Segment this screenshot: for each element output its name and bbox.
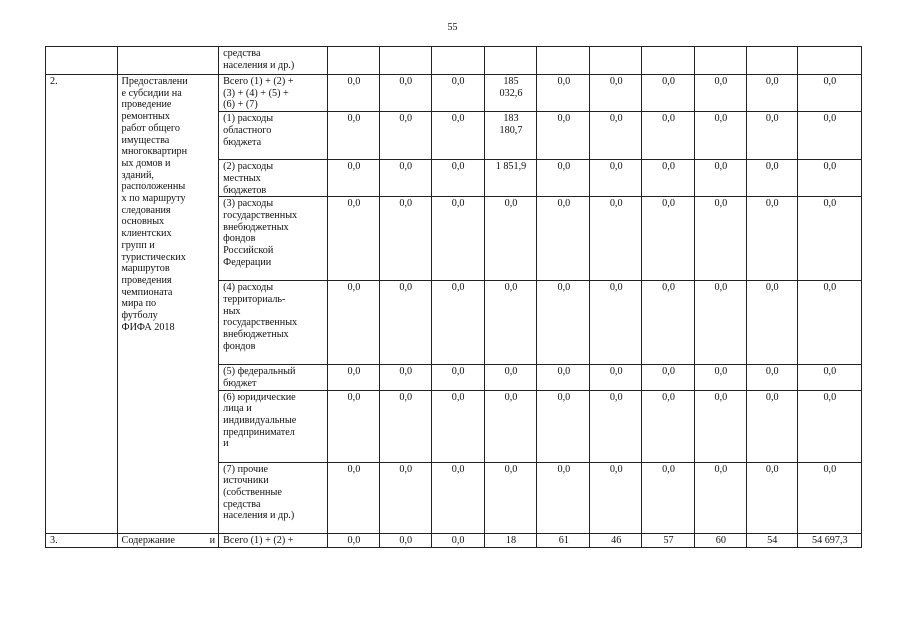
funding-source-cell: (4) расходы территориаль- ных государственных внебюджетных фондов <box>219 281 328 365</box>
funding-source-cell: (3) расходы государственных внебюджетных фондов Российской Федерации <box>219 197 328 281</box>
value-cell: 0,0 <box>590 160 642 197</box>
value-cell: 46 <box>590 533 642 547</box>
value-cell: 0,0 <box>642 281 695 365</box>
value-cell: 0,0 <box>537 390 590 462</box>
value-cell: 0,0 <box>746 390 797 462</box>
value-cell: 0,0 <box>746 197 797 281</box>
value-cell: 0,0 <box>484 281 537 365</box>
value-cell: 0,0 <box>431 160 484 197</box>
value-cell: 0,0 <box>328 281 380 365</box>
activity-name-cell: Содержание и <box>117 533 219 547</box>
value-cell: 0,0 <box>379 197 431 281</box>
value-cell: 0,0 <box>590 281 642 365</box>
value-cell: 0,0 <box>379 533 431 547</box>
value-cell: 0,0 <box>484 365 537 390</box>
value-cell: 61 <box>537 533 590 547</box>
value-cell: 0,0 <box>590 462 642 533</box>
value-cell: 0,0 <box>694 160 746 197</box>
row-number-cell: 2. <box>46 75 118 534</box>
value-cell: 0,0 <box>431 390 484 462</box>
value-cell: 0,0 <box>328 197 380 281</box>
value-cell: 0,0 <box>431 197 484 281</box>
activity-name-cell: Предоставлени е субсидии на проведение ремонтных работ общего имущества многоквартирн ых домов и зданий, расположенны х по маршруту следования основных клиентских групп и туристических маршрутов проведения чемпионата мира по футболу ФИФА 2018 <box>117 75 219 534</box>
value-cell: 0,0 <box>537 281 590 365</box>
value-cell: 0,0 <box>328 462 380 533</box>
value-cell: 0,0 <box>642 197 695 281</box>
row-number-cell: 3. <box>46 533 118 547</box>
value-cell: 0,0 <box>746 75 797 112</box>
value-cell: 0,0 <box>431 281 484 365</box>
value-cell: 183 180,7 <box>484 112 537 160</box>
table-row <box>46 533 862 547</box>
value-cell: 0,0 <box>537 160 590 197</box>
value-cell: 0,0 <box>694 365 746 390</box>
value-cell: 0,0 <box>797 197 861 281</box>
value-cell: 0,0 <box>797 462 861 533</box>
value-cell: 0,0 <box>537 75 590 112</box>
value-cell: 0,0 <box>797 365 861 390</box>
value-cell: 0,0 <box>484 390 537 462</box>
value-cell: 0,0 <box>379 75 431 112</box>
value-cell: 1 851,9 <box>484 160 537 197</box>
value-cell: 57 <box>642 533 695 547</box>
value-cell: 0,0 <box>642 160 695 197</box>
value-cell: 0,0 <box>797 112 861 160</box>
value-cell: 0,0 <box>590 197 642 281</box>
value-cell: 0,0 <box>797 160 861 197</box>
value-cell: 0,0 <box>328 390 380 462</box>
value-cell: 0,0 <box>746 365 797 390</box>
activity-name-cell <box>117 47 219 75</box>
value-cell: 0,0 <box>590 112 642 160</box>
value-cell: 0,0 <box>328 533 380 547</box>
value-cell: 0,0 <box>484 462 537 533</box>
value-cell: 185 032,6 <box>484 75 537 112</box>
value-cell: 0,0 <box>694 462 746 533</box>
value-cell: 0,0 <box>431 75 484 112</box>
value-cell: 54 <box>746 533 797 547</box>
value-cell: 0,0 <box>642 112 695 160</box>
value-cell: 0,0 <box>537 462 590 533</box>
value-cell: 0,0 <box>379 390 431 462</box>
value-cell: 0,0 <box>431 112 484 160</box>
funding-source-cell: (7) прочие источники (собственные средства населения и др.) <box>219 462 328 533</box>
value-cell: 0,0 <box>537 112 590 160</box>
value-cell: 0,0 <box>694 75 746 112</box>
value-cell: 0,0 <box>537 197 590 281</box>
value-cell: 60 <box>694 533 746 547</box>
value-cell: 0,0 <box>746 112 797 160</box>
value-cell: 0,0 <box>431 365 484 390</box>
funding-source-cell: Всего (1) + (2) + <box>219 533 328 547</box>
funding-source-cell: (5) федеральный бюджет <box>219 365 328 390</box>
value-cell: 0,0 <box>694 390 746 462</box>
value-cell: 0,0 <box>431 533 484 547</box>
row-number-cell <box>46 47 118 75</box>
funding-source-cell: (6) юридические лица и индивидуальные предпринимател и <box>219 390 328 462</box>
value-cell: 0,0 <box>746 462 797 533</box>
value-cell: 0,0 <box>746 281 797 365</box>
value-cell: 0,0 <box>642 462 695 533</box>
value-cell: 0,0 <box>746 160 797 197</box>
value-cell: 0,0 <box>642 75 695 112</box>
value-cell: 0,0 <box>328 365 380 390</box>
value-cell: 0,0 <box>328 112 380 160</box>
value-cell: 0,0 <box>379 281 431 365</box>
value-cell: 0,0 <box>694 112 746 160</box>
table-row <box>46 47 862 75</box>
funding-source-cell: Всего (1) + (2) + (3) + (4) + (5) + (6) + (7) <box>219 75 328 112</box>
value-cell: 0,0 <box>590 390 642 462</box>
funding-source-cell: средства населения и др.) <box>219 47 328 75</box>
table-row <box>46 75 862 112</box>
value-cell: 18 <box>484 533 537 547</box>
value-cell: 0,0 <box>797 75 861 112</box>
value-cell: 0,0 <box>642 365 695 390</box>
value-cell: 54 697,3 <box>797 533 861 547</box>
page-number: 55 <box>447 22 458 33</box>
funding-source-cell: (2) расходы местных бюджетов <box>219 160 328 197</box>
value-cell: 0,0 <box>797 390 861 462</box>
budget-table <box>45 46 862 548</box>
value-cell: 0,0 <box>694 197 746 281</box>
value-cell: 0,0 <box>379 462 431 533</box>
value-cell: 0,0 <box>590 75 642 112</box>
value-cell: 0,0 <box>484 197 537 281</box>
value-cell: 0,0 <box>537 365 590 390</box>
value-cell: 0,0 <box>431 462 484 533</box>
value-cell: 0,0 <box>694 281 746 365</box>
value-cell: 0,0 <box>642 390 695 462</box>
value-cell: 0,0 <box>379 112 431 160</box>
value-cell: 0,0 <box>797 281 861 365</box>
funding-source-cell: (1) расходы областного бюджета <box>219 112 328 160</box>
value-cell: 0,0 <box>379 365 431 390</box>
value-cell: 0,0 <box>328 75 380 112</box>
value-cell: 0,0 <box>328 160 380 197</box>
value-cell: 0,0 <box>590 365 642 390</box>
value-cell: 0,0 <box>379 160 431 197</box>
